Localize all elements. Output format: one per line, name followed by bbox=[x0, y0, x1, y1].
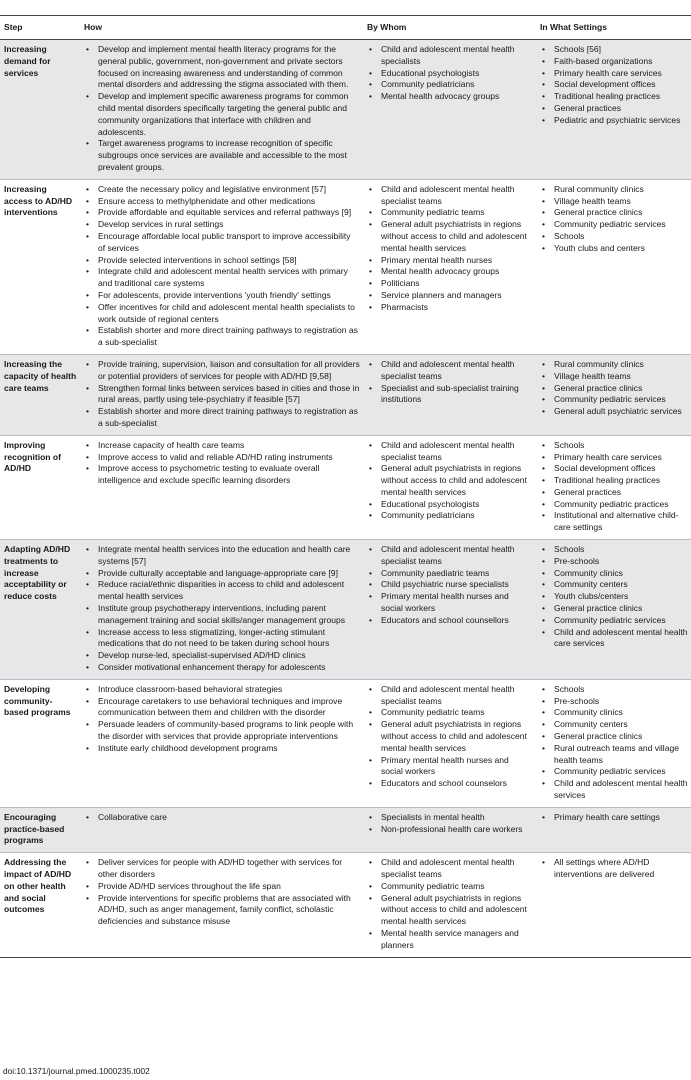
how-list bbox=[84, 440, 360, 487]
list-item: • Village health teams bbox=[540, 196, 688, 208]
list-item: • General adult psychiatrists in regions without access to child and adolescent mental health services bbox=[367, 719, 533, 754]
step-cell: Increasing demand for services bbox=[0, 40, 80, 180]
list-item: • Schools bbox=[540, 684, 688, 696]
list-item: • Youth clubs and centers bbox=[540, 243, 688, 255]
list-item: • General practices bbox=[540, 487, 688, 499]
list-item: • Schools bbox=[540, 440, 688, 452]
list-item: • General adult psychiatrists in regions without access to child and adolescent mental health services bbox=[367, 893, 533, 928]
settings-cell bbox=[536, 354, 691, 435]
list-item: • Provide training, supervision, liaison and consultation for all providers or potential providers of services for people with AD/HD [9,58] bbox=[84, 359, 360, 383]
list-item: • Pharmacists bbox=[367, 302, 533, 314]
list-item: • Provide interventions for specific problems that are associated with AD/HD, such as anger management, family conflict, scholastic deficiencies and substance misuse bbox=[84, 893, 360, 928]
list-item: • Educational psychologists bbox=[367, 499, 533, 511]
settings-cell bbox=[536, 540, 691, 680]
list-item: • Primary health care services bbox=[540, 68, 688, 80]
list-item: • Non-professional health care workers bbox=[367, 824, 533, 836]
list-item: • Specialist and sub-specialist training institutions bbox=[367, 383, 533, 407]
list-item: • Primary health care settings bbox=[540, 812, 688, 824]
list-item: • Ensure access to methylphenidate and other medications bbox=[84, 196, 360, 208]
settings-list bbox=[540, 184, 688, 255]
list-item: • Institute group psychotherapy interventions, including parent management training and social skills/anger management groups bbox=[84, 603, 360, 627]
list-item: • Rural community clinics bbox=[540, 184, 688, 196]
step-cell: Addressing the impact of AD/HD on other health and social outcomes bbox=[4, 857, 72, 915]
how-list bbox=[84, 184, 360, 349]
by-whom-cell bbox=[363, 540, 536, 680]
by-whom-cell bbox=[363, 354, 536, 435]
list-item: • Pediatric and psychiatric services bbox=[540, 115, 688, 127]
list-item: • General adult psychiatrists in regions without access to child and adolescent mental health services bbox=[367, 463, 533, 498]
table-row bbox=[0, 354, 691, 435]
list-item: • Community pediatric services bbox=[540, 766, 688, 778]
list-item: • Schools bbox=[540, 544, 688, 556]
by-whom-cell bbox=[363, 807, 536, 852]
list-item: • Educators and school counselors bbox=[367, 778, 533, 790]
by-whom-cell bbox=[363, 679, 536, 807]
how-cell bbox=[80, 853, 363, 957]
how-list bbox=[84, 857, 360, 928]
list-item: • Mental health advocacy groups bbox=[367, 266, 533, 278]
list-item: • Consider motivational enhancement therapy for adolescents bbox=[84, 662, 360, 674]
settings-list bbox=[540, 44, 688, 127]
settings-cell bbox=[536, 40, 691, 180]
table-row bbox=[0, 807, 691, 852]
list-item: • Institutional and alternative child-care settings bbox=[540, 510, 688, 534]
list-item: • General practice clinics bbox=[540, 603, 688, 615]
list-item: • Child and adolescent mental health specialist teams bbox=[367, 440, 533, 464]
list-item: • Community clinics bbox=[540, 568, 688, 580]
header-step: Step bbox=[4, 22, 23, 32]
list-item: • Educational psychologists bbox=[367, 68, 533, 80]
list-item: • For adolescents, provide interventions 'youth friendly' settings bbox=[84, 290, 360, 302]
list-item: • Establish shorter and more direct training pathways to registration as a sub-specialist bbox=[84, 325, 360, 349]
list-item: • Encourage affordable local public transport to improve accessibility of services bbox=[84, 231, 360, 255]
header-how: How bbox=[84, 22, 103, 32]
settings-list bbox=[540, 812, 688, 824]
by-whom-list bbox=[367, 857, 533, 951]
table-row bbox=[0, 435, 691, 539]
list-item: • Mental health service managers and planners bbox=[367, 928, 533, 952]
list-item: • Specialists in mental health bbox=[367, 812, 533, 824]
list-item: • Rural outreach teams and village health teams bbox=[540, 743, 688, 767]
list-item: • Child and adolescent mental health care services bbox=[540, 627, 688, 651]
settings-cell bbox=[536, 679, 691, 807]
how-list bbox=[84, 544, 360, 674]
list-item: • Target awareness programs to increase recognition of specific subgroups once services are available and accessible to the most prevalent groups. bbox=[84, 138, 360, 173]
settings-list bbox=[540, 440, 688, 534]
settings-cell bbox=[536, 179, 691, 354]
list-item: • Create the necessary policy and legislative environment [57] bbox=[84, 184, 360, 196]
list-item: • Strengthen formal links between services based in cities and those in rural areas, partly using tele-psychiatry if feasible [57] bbox=[84, 383, 360, 407]
settings-list bbox=[540, 544, 688, 650]
list-item: • Community pediatric teams bbox=[367, 881, 533, 893]
list-item: • Community pediatricians bbox=[367, 79, 533, 91]
by-whom-list bbox=[367, 44, 533, 103]
list-item: • General practice clinics bbox=[540, 207, 688, 219]
step-cell: Encouraging practice-based programs bbox=[0, 807, 80, 852]
list-item: • Rural community clinics bbox=[540, 359, 688, 371]
step-cell: Developing community-based programs bbox=[4, 683, 71, 718]
list-item: • Primary mental health nurses and social workers bbox=[367, 755, 533, 779]
list-item: • Establish shorter and more direct training pathways to registration as a sub-specialist bbox=[84, 406, 360, 430]
list-item: • Community pediatric services bbox=[540, 219, 688, 231]
list-item: • Traditional healing practices bbox=[540, 475, 688, 487]
table-row bbox=[0, 40, 691, 180]
list-item: • Child psychiatric nurse specialists bbox=[367, 579, 533, 591]
settings-cell bbox=[536, 435, 691, 539]
step-cell: Improving recognition of AD/HD bbox=[4, 439, 61, 474]
list-item: • Increase access to less stigmatizing, longer-acting stimulant medications that do not need to be taken during school hours bbox=[84, 627, 360, 651]
how-cell bbox=[80, 435, 363, 539]
list-item: • Provide culturally acceptable and language-appropriate care [9] bbox=[84, 568, 360, 580]
list-item: • Primary mental health nurses bbox=[367, 255, 533, 267]
list-item: • Child and adolescent mental health specialist teams bbox=[367, 857, 533, 881]
list-item: • Community centers bbox=[540, 719, 688, 731]
header-by-whom: By Whom bbox=[367, 22, 407, 32]
list-item: • Deliver services for people with AD/HD together with services for other disorders bbox=[84, 857, 360, 881]
list-item: • Collaborative care bbox=[84, 812, 360, 824]
settings-cell bbox=[536, 853, 691, 957]
list-item: • Mental health advocacy groups bbox=[367, 91, 533, 103]
list-item: • General adult psychiatric services bbox=[540, 406, 688, 418]
settings-list bbox=[540, 857, 688, 881]
list-item: • General practices bbox=[540, 103, 688, 115]
list-item: • Community paediatric teams bbox=[367, 568, 533, 580]
by-whom-list bbox=[367, 812, 533, 836]
settings-list bbox=[540, 684, 688, 802]
list-item: • Improve access to valid and reliable AD/HD rating instruments bbox=[84, 452, 360, 464]
by-whom-list bbox=[367, 440, 533, 523]
list-item: • Community clinics bbox=[540, 707, 688, 719]
list-item: • Child and adolescent mental health specialist teams bbox=[367, 544, 533, 568]
settings-list bbox=[540, 359, 688, 418]
list-item: • Child and adolescent mental health specialist teams bbox=[367, 684, 533, 708]
list-item: • General practice clinics bbox=[540, 731, 688, 743]
how-list bbox=[84, 812, 360, 824]
list-item: • Educators and school counsellors bbox=[367, 615, 533, 627]
settings-cell bbox=[536, 807, 691, 852]
list-item: • All settings where AD/HD interventions are delivered bbox=[540, 857, 688, 881]
list-item: • Schools [56] bbox=[540, 44, 688, 56]
list-item: • Politicians bbox=[367, 278, 533, 290]
by-whom-cell bbox=[363, 853, 536, 957]
list-item: • Encourage caretakers to use behavioral techniques and improve communication between them and children with the disorder bbox=[84, 696, 360, 720]
list-item: • Village health teams bbox=[540, 371, 688, 383]
how-list bbox=[84, 684, 360, 755]
list-item: • Provide selected interventions in school settings [58] bbox=[84, 255, 360, 267]
list-item: • Pre-schools bbox=[540, 556, 688, 568]
list-item: • Community pediatric teams bbox=[367, 707, 533, 719]
list-item: • Community pediatricians bbox=[367, 510, 533, 522]
how-cell bbox=[80, 807, 363, 852]
list-item: • Reduce racial/ethnic disparities in access to child and adolescent mental health services bbox=[84, 579, 360, 603]
list-item: • Community pediatric services bbox=[540, 615, 688, 627]
by-whom-list bbox=[367, 684, 533, 790]
list-item: • Integrate mental health services into the education and health care systems [57] bbox=[84, 544, 360, 568]
list-item: • Child and adolescent mental health services bbox=[540, 778, 688, 802]
list-item: • Social development offices bbox=[540, 79, 688, 91]
list-item: • Social development offices bbox=[540, 463, 688, 475]
list-item: • Provide affordable and equitable services and referral pathways [9] bbox=[84, 207, 360, 219]
list-item: • Community pediatric practices bbox=[540, 499, 688, 511]
how-cell bbox=[80, 354, 363, 435]
table-row bbox=[0, 179, 691, 354]
list-item: • General practice clinics bbox=[540, 383, 688, 395]
list-item: • Traditional healing practices bbox=[540, 91, 688, 103]
list-item: • Child and adolescent mental health specialist teams bbox=[367, 359, 533, 383]
list-item: • Primary mental health nurses and social workers bbox=[367, 591, 533, 615]
table-header-row bbox=[0, 20, 691, 40]
list-item: • Faith-based organizations bbox=[540, 56, 688, 68]
table-row bbox=[0, 853, 691, 957]
by-whom-cell bbox=[363, 179, 536, 354]
table-row bbox=[0, 540, 691, 680]
step-cell: Increasing access to AD/HD interventions bbox=[4, 183, 73, 218]
top-rule bbox=[0, 15, 691, 16]
list-item: • Institute early childhood development programs bbox=[84, 743, 360, 755]
how-cell bbox=[80, 40, 363, 180]
list-item: • Introduce classroom-based behavioral strategies bbox=[84, 684, 360, 696]
how-cell bbox=[80, 540, 363, 680]
list-item: • General adult psychiatrists in regions without access to child and adolescent mental health services bbox=[367, 219, 533, 254]
step-cell: Adapting AD/HD treatments to increase acceptability or reduce costs bbox=[0, 540, 80, 680]
how-cell bbox=[80, 679, 363, 807]
list-item: • Increase capacity of health care teams bbox=[84, 440, 360, 452]
by-whom-cell bbox=[363, 40, 536, 180]
how-cell bbox=[80, 179, 363, 354]
list-item: • Community centers bbox=[540, 579, 688, 591]
list-item: • Child and adolescent mental health specialist teams bbox=[367, 184, 533, 208]
list-item: • Schools bbox=[540, 231, 688, 243]
how-list bbox=[84, 359, 360, 430]
step-cell: Increasing the capacity of health care teams bbox=[0, 354, 80, 435]
list-item: • Develop nurse-led, specialist-supervised AD/HD clinics bbox=[84, 650, 360, 662]
header-settings: In What Settings bbox=[540, 22, 607, 32]
list-item: • Develop services in rural settings bbox=[84, 219, 360, 231]
by-whom-cell bbox=[363, 435, 536, 539]
list-item: • Develop and implement mental health literacy programs for the general public, government, non-government and private sectors focused on increasing awareness and understanding of common mental disorders and addressing the stigma associated with them. bbox=[84, 44, 360, 91]
list-item: • Pre-schools bbox=[540, 696, 688, 708]
table-row bbox=[0, 679, 691, 807]
how-list bbox=[84, 44, 360, 174]
list-item: • Provide AD/HD services throughout the life span bbox=[84, 881, 360, 893]
list-item: • Persuade leaders of community-based programs to link people with the disorder with services that provide appropriate interventions bbox=[84, 719, 360, 743]
by-whom-list bbox=[367, 359, 533, 406]
list-item: • Community pediatric services bbox=[540, 394, 688, 406]
by-whom-list bbox=[367, 184, 533, 314]
list-item: • Improve access to psychometric testing to evaluate overall intelligence and exclude specific learning disorders bbox=[84, 463, 360, 487]
list-item: • Child and adolescent mental health specialists bbox=[367, 44, 533, 68]
list-item: • Offer incentives for child and adolescent mental health specialists to work outside of regional centers bbox=[84, 302, 360, 326]
list-item: • Community pediatric teams bbox=[367, 207, 533, 219]
list-item: • Integrate child and adolescent mental health services with primary and traditional care systems bbox=[84, 266, 360, 290]
list-item: • Primary health care services bbox=[540, 452, 688, 464]
list-item: • Service planners and managers bbox=[367, 290, 533, 302]
doi-footer: doi:10.1371/journal.pmed.1000235.t002 bbox=[3, 1066, 150, 1076]
list-item: • Youth clubs/centers bbox=[540, 591, 688, 603]
by-whom-list bbox=[367, 544, 533, 627]
list-item: • Develop and implement specific awareness programs for common child mental disorders specifically targeting the general public and community organizations that interface with children and adolescents. bbox=[84, 91, 360, 138]
interventions-table bbox=[0, 20, 691, 958]
